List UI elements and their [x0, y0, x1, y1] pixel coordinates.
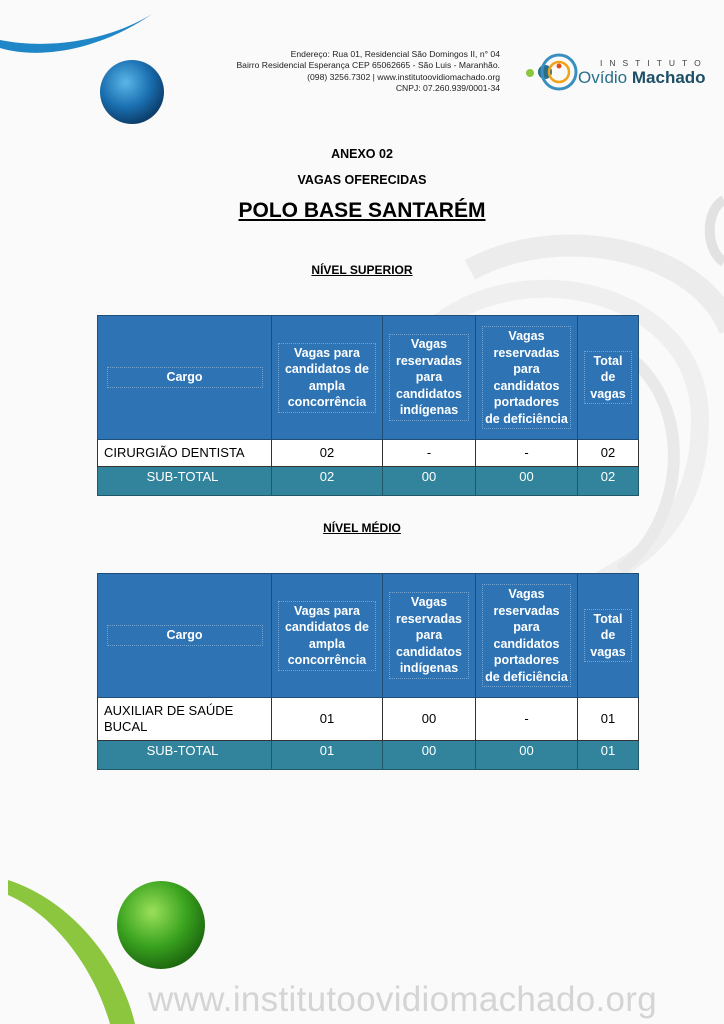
document-subtitle: VAGAS OFERECIDAS — [297, 173, 427, 187]
cell-indigenas: - — [383, 440, 476, 467]
logo-text-instituto: INSTITUTO — [600, 58, 708, 68]
subtotal-label: SUB-TOTAL — [98, 741, 272, 770]
subtotal-indigenas: 00 — [383, 467, 476, 496]
section-heading-medio: NÍVEL MÉDIO — [323, 521, 401, 535]
vagas-table-superior — [97, 315, 639, 496]
logo-mark — [526, 55, 576, 89]
header-deficiencia: Vagas reservadas para candidatos portadores de deficiência — [476, 574, 578, 698]
logo-name-bold: Machado — [631, 68, 706, 87]
header-ampla: Vagas para candidatos de ampla concorrência — [272, 316, 383, 440]
header-total: Total de vagas — [578, 574, 639, 698]
cell-cargo: CIRURGIÃO DENTISTA — [98, 440, 272, 467]
subtotal-total: 01 — [578, 741, 639, 770]
logo-name-regular: Ovídio — [578, 68, 628, 87]
header-cargo: Cargo — [98, 316, 272, 440]
subtotal-deficiencia: 00 — [476, 467, 578, 496]
cell-total: 02 — [578, 440, 639, 467]
bottom-green-swoosh — [8, 880, 135, 1024]
address-line: Bairro Residencial Esperança CEP 65062665 - São Luis - Maranhão. — [236, 60, 500, 71]
cell-deficiencia: - — [476, 698, 578, 741]
top-blue-swoosh — [0, 14, 152, 53]
header-ampla: Vagas para candidatos de ampla concorrência — [272, 574, 383, 698]
subtotal-deficiencia: 00 — [476, 741, 578, 770]
cell-total: 01 — [578, 698, 639, 741]
top-blue-sphere — [100, 60, 164, 124]
subtotal-total: 02 — [578, 467, 639, 496]
cell-ampla: 01 — [272, 698, 383, 741]
header-address — [236, 49, 500, 95]
subtotal-row — [98, 741, 639, 770]
subtotal-indigenas: 00 — [383, 741, 476, 770]
subtotal-row — [98, 467, 639, 496]
section-heading-superior: NÍVEL SUPERIOR — [311, 263, 413, 277]
cell-cargo: AUXILIAR DE SAÚDE BUCAL — [98, 698, 272, 741]
cell-indigenas: 00 — [383, 698, 476, 741]
subtotal-label: SUB-TOTAL — [98, 467, 272, 496]
address-line: Endereço: Rua 01, Residencial São Domingos II, n° 04 — [290, 49, 500, 59]
cell-deficiencia: - — [476, 440, 578, 467]
page-title: POLO BASE SANTARÉM — [238, 199, 486, 222]
footer-url: www.institutoovidiomachado.org — [148, 980, 657, 1019]
table-row — [98, 440, 639, 467]
subtotal-ampla: 02 — [272, 467, 383, 496]
header-indigenas: Vagas reservadas para candidatos indígenas — [383, 316, 476, 440]
cell-ampla: 02 — [272, 440, 383, 467]
annex-heading: ANEXO 02 — [331, 147, 393, 161]
header-deficiencia: Vagas reservadas para candidatos portadores de deficiência — [476, 316, 578, 440]
logo-text-name — [578, 68, 706, 88]
table-row — [98, 698, 639, 741]
header-total: Total de vagas — [578, 316, 639, 440]
header-indigenas: Vagas reservadas para candidatos indígenas — [383, 574, 476, 698]
subtotal-ampla: 01 — [272, 741, 383, 770]
bottom-green-sphere — [117, 881, 205, 969]
header-cargo: Cargo — [98, 574, 272, 698]
vagas-table-medio — [97, 573, 639, 770]
address-line: (098) 3256.7302 | www.institutoovidiomachado.org — [307, 71, 500, 82]
address-line: CNPJ: 07.260.939/0001-34 — [395, 83, 500, 94]
